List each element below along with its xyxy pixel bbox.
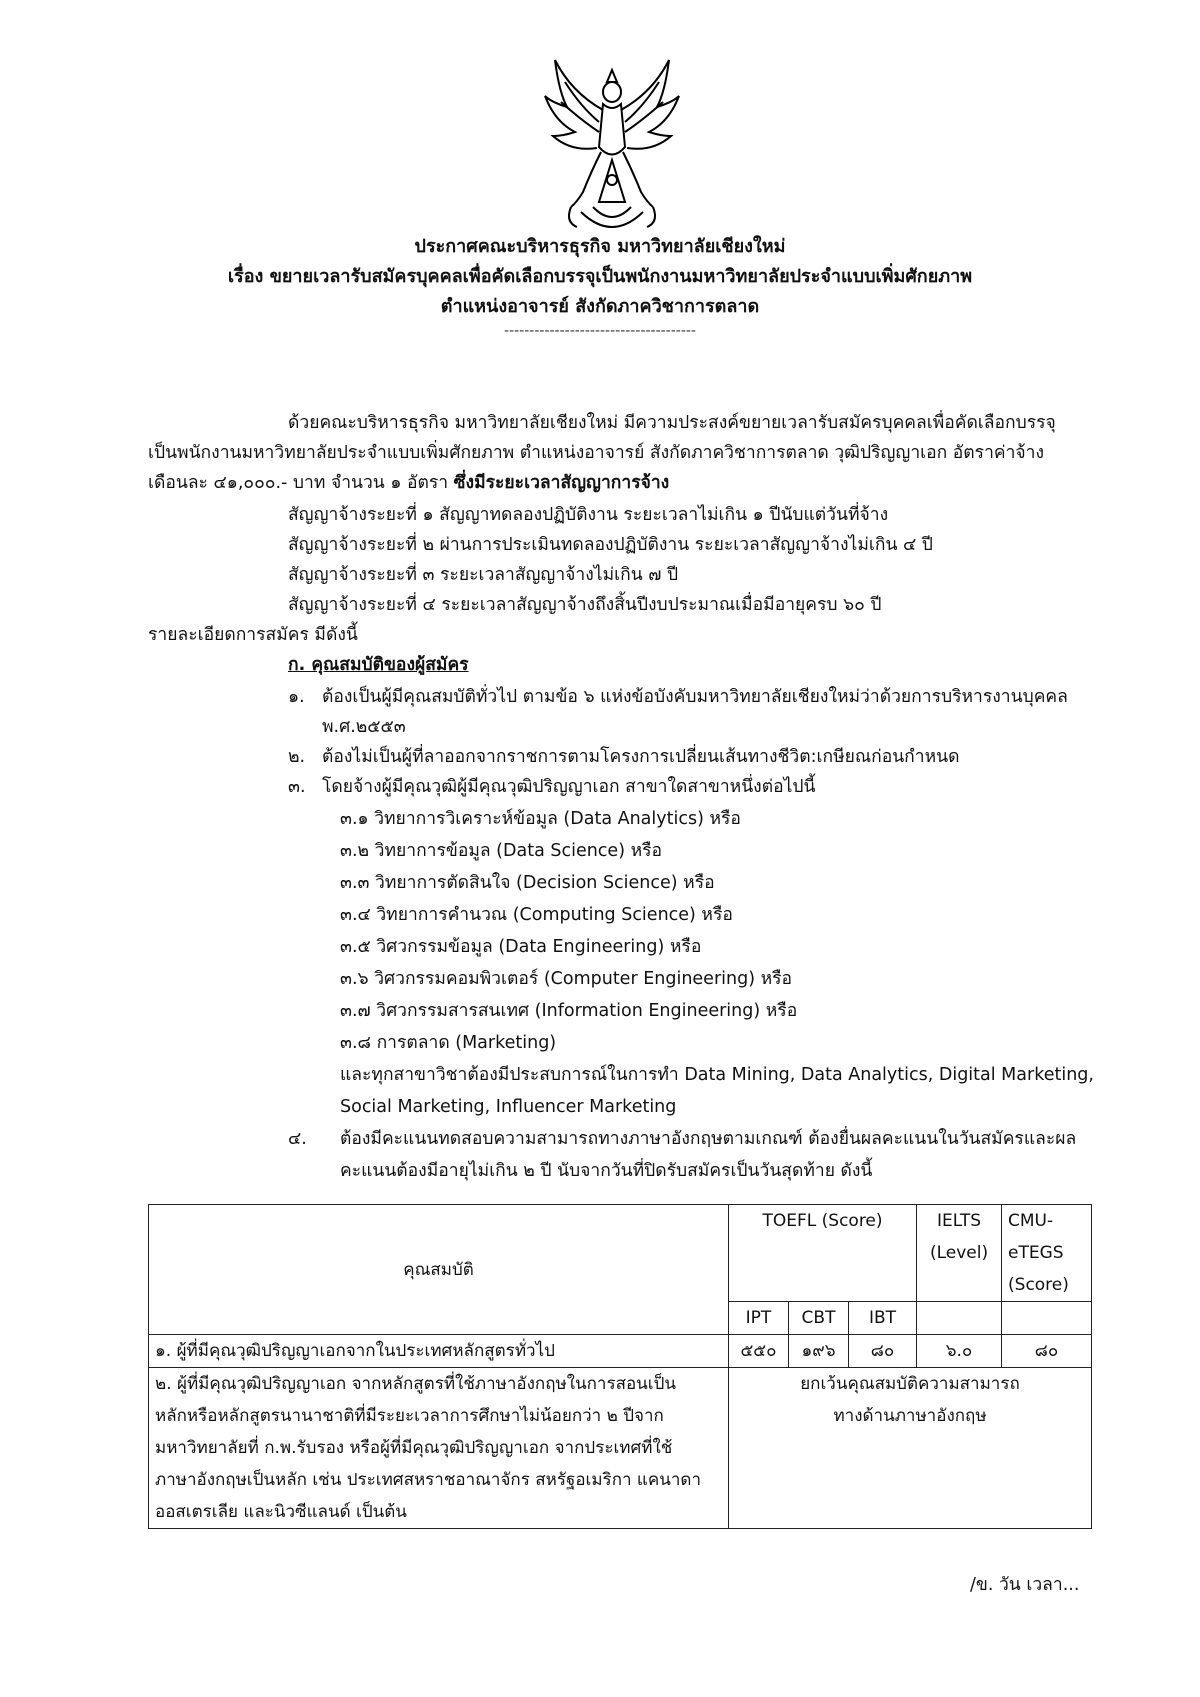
item-number: ๒. [288,747,306,767]
contract-item: สัญญาจ้างระยะที่ ๓ ระยะเวลาสัญญาจ้างไม่เกิน ๗ ปี [288,565,679,585]
header-ibt: IBT [849,1302,917,1335]
intro-line-1: ด้วยคณะบริหารธุรกิจ มหาวิทยาลัยเชียงใหม่ มีความประสงค์ขยายเวลารับสมัครบุคคลเพื่อคัดเลือกบรรจุ [288,413,1056,433]
page-continuation: /ข. วัน เวลา... [970,1575,1080,1595]
field-item: ๓.๓ วิทยาการตัดสินใจ (Decision Science) หรือ [340,873,715,893]
header-cmu-blank [1002,1302,1092,1335]
field-item: ๓.๒ วิทยาการข้อมูล (Data Science) หรือ [340,841,663,861]
contract-period-heading: ซึ่งมีระยะเวลาสัญญาการจ้าง [453,473,670,493]
row-2-line: หลักหรือหลักสูตรนานาชาติที่มีระยะเวลาการศึกษาไม่น้อยกว่า ๒ ปีจาก [155,1406,664,1426]
intro-line-3-text: เดือนละ ๔๑,๐๐๐.- บาท จำนวน ๑ อัตรา [148,473,454,493]
table-row [149,1335,1092,1368]
row-1-cmu: ๘๐ [1002,1335,1092,1368]
header-cmu-etegs [1002,1205,1092,1302]
header-cmu-3: (Score) [1008,1275,1069,1295]
row-2-qualification [149,1368,729,1529]
announcement-title: ประกาศคณะบริหารธุรกิจ มหาวิทยาลัยเชียงใหม่ [414,236,786,257]
field-item: ๓.๘ การตลาด (Marketing) [340,1033,557,1053]
header-cmu-1: CMU- [1008,1211,1054,1231]
row-2-line: มหาวิทยาลัยที่ ก.พ.รับรอง หรือผู้ที่มีคุณวุฒิปริญญาเอก จากประเทศที่ใช้ [155,1438,673,1458]
row-1-ipt: ๕๕๐ [729,1335,789,1368]
item-number: ๔. [288,1129,307,1149]
field-item: ๓.๔ วิทยาการคำนวณ (Computing Science) หรือ [340,905,733,925]
english-score-table [148,1204,1092,1529]
field-item: ๓.๕ วิศวกรรมข้อมูล (Data Engineering) หรือ [340,937,702,957]
field-item: ๓.๖ วิศวกรรมคอมพิวเตอร์ (Computer Engineering) หรือ [340,969,793,989]
announcement-subject: เรื่อง ขยายเวลารับสมัครบุคคลเพื่อคัดเลือกบรรจุเป็นพนักงานมหาวิทยาลัยประจำแบบเพิ่มศักยภาพ [227,266,973,287]
row-1-ibt: ๘๐ [849,1335,917,1368]
contract-item: สัญญาจ้างระยะที่ ๔ ระยะเวลาสัญญาจ้างถึงสิ้นปีงบประมาณเมื่อมีอายุครบ ๖๐ ปี [288,595,882,615]
item-3-note-1: และทุกสาขาวิชาต้องมีประสบการณ์ในการทำ Data Mining, Data Analytics, Digital Marketing, [340,1065,1094,1085]
details-intro: รายละเอียดการสมัคร มีดังนี้ [148,625,358,645]
row-1-cbt: ๑๙๖ [789,1335,849,1368]
item-3-text: โดยจ้างผู้มีคุณวุฒิผู้มีคุณวุฒิปริญญาเอก สาขาใดสาขาหนึ่งต่อไปนี้ [322,777,816,797]
row-2-line: ๒. ผู้ที่มีคุณวุฒิปริญญาเอก จากหลักสูตรที่ใช้ภาษาอังกฤษในการสอนเป็น [155,1374,677,1394]
table-header-row [149,1205,1092,1302]
header-ielts-blank [917,1302,1002,1335]
header-toefl: TOEFL (Score) [729,1205,917,1302]
header-cmu-2: eTEGS [1008,1243,1064,1263]
intro-line-3 [148,470,669,496]
row-2-exemption-line: ยกเว้นคุณสมบัติความสามารถ [800,1374,1020,1394]
row-2-exemption-line: ทางด้านภาษาอังกฤษ [833,1406,987,1426]
row-2-line: ออสเตรเลีย และนิวซีแลนด์ เป็นต้น [155,1502,407,1522]
row-2-line: ภาษาอังกฤษเป็นหลัก เช่น ประเทศสหราชอาณาจักร สหรัฐอเมริกา แคนาดา [155,1470,702,1490]
field-item: ๓.๑ วิทยาการวิเคราะห์ข้อมูล (Data Analytics) หรือ [340,809,741,829]
header-rule: -------------------------------------- [504,323,696,339]
header-ipt: IPT [729,1302,789,1335]
intro-line-2: เป็นพนักงานมหาวิทยาลัยประจำแบบเพิ่มศักยภาพ ตำแหน่งอาจารย์ สังกัดภาควิชาการตลาด วุฒิปริญญาเอก อัตราค่าจ้าง [148,443,1045,463]
header-ielts-2: (Level) [929,1243,989,1263]
header-ielts-1: IELTS [936,1211,982,1231]
field-item: ๓.๗ วิศวกรรมสารสนเทศ (Information Engineering) หรือ [340,1001,798,1021]
row-1-qualification: ๑. ผู้ที่มีคุณวุฒิปริญญาเอกจากในประเทศหลักสูตรทั่วไป [149,1335,729,1368]
header-cbt: CBT [789,1302,849,1335]
item-2-text: ต้องไม่เป็นผู้ที่ลาออกจากราชการตามโครงการเปลี่ยนเส้นทางชีวิต:เกษียณก่อนกำหนด [322,747,960,767]
row-1-ielts: ๖.๐ [917,1335,1002,1368]
item-4-line-2: คะแนนต้องมีอายุไม่เกิน ๒ ปี นับจากวันที่ปิดรับสมัครเป็นวันสุดท้าย ดังนี้ [340,1161,873,1181]
contract-item: สัญญาจ้างระยะที่ ๒ ผ่านการประเมินทดลองปฏิบัติงาน ระยะเวลาสัญญาจ้างไม่เกิน ๔ ปี [288,535,933,555]
item-4-line-1: ต้องมีคะแนนทดสอบความสามารถทางภาษาอังกฤษตามเกณฑ์ ต้องยื่นผลคะแนนในวันสมัครและผล [340,1129,1077,1149]
contract-item: สัญญาจ้างระยะที่ ๑ สัญญาทดลองปฏิบัติงาน ระยะเวลาไม่เกิน ๑ ปีนับแต่วันที่จ้าง [288,505,889,525]
header-ielts [917,1205,1002,1302]
item-3-note-2: Social Marketing, Influencer Marketing [340,1097,677,1117]
item-number: ๑. [288,687,305,707]
garuda-emblem-icon [541,52,683,242]
header-qualification: คุณสมบัติ [149,1205,729,1335]
item-1-line-1: ต้องเป็นผู้มีคุณสมบัติทั่วไป ตามข้อ ๖ แห่งข้อบังคับมหาวิทยาลัยเชียงใหม่ว่าด้วยการบริหารงานบุคคล [322,687,1068,707]
announcement-position: ตำแหน่งอาจารย์ สังกัดภาควิชาการตลาด [440,296,760,317]
item-1-line-2: พ.ศ.๒๕๕๓ [322,717,406,737]
row-2-exemption [729,1368,1092,1529]
item-number: ๓. [288,777,306,797]
table-row [149,1368,1092,1529]
section-a-heading: ก. คุณสมบัติของผู้สมัคร [288,655,469,675]
